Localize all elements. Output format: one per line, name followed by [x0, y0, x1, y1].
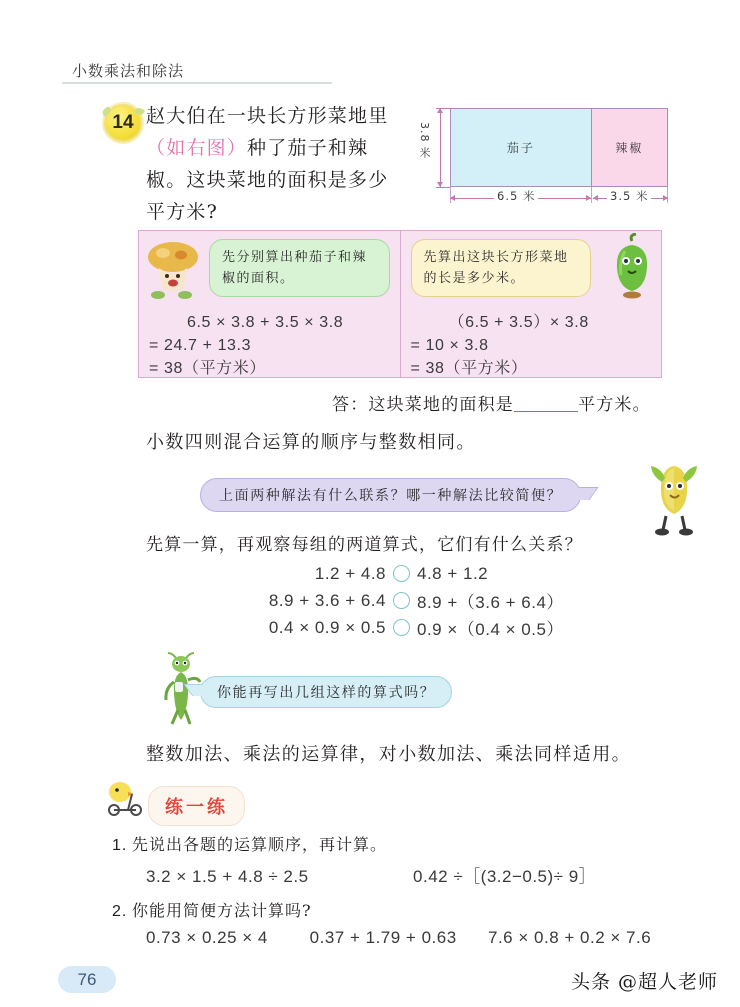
chick-on-scooter-icon: [104, 780, 150, 816]
method-left-hint-bubble: 先分别算出种茄子和辣椒的面积。: [209, 239, 390, 297]
calc-line: （6.5 + 3.5）× 3.8: [448, 314, 589, 331]
pepper-region: 辣椒: [592, 109, 667, 186]
exercise-1-prompt: [112, 832, 387, 855]
equation-row: [236, 560, 567, 587]
calc-line: = 10 × 3.8: [410, 337, 489, 354]
comparison-circle[interactable]: [393, 592, 410, 609]
calc-line: = 24.7 + 13.3: [149, 337, 252, 354]
equation-row: [236, 587, 567, 614]
width-extension-middle: [591, 187, 592, 203]
method-left-calculation: [149, 311, 390, 380]
exercise-2-body: 0.73 × 0.25 × 4 0.37 + 1.79 + 0.63 7.6 × 0.8 + 0.2 × 7.6: [146, 928, 652, 947]
equation-left: 1.2 + 4.8: [314, 563, 386, 583]
exercise-text: 先说出各题的运算顺序，再计算。: [132, 835, 388, 854]
equation-row: [236, 614, 567, 641]
answer-blank[interactable]: [514, 411, 578, 412]
method-right-calculation: [411, 311, 652, 380]
header-rule: [62, 82, 332, 84]
method-right: [400, 231, 662, 377]
watermark: 头条 @超人老师: [570, 971, 718, 993]
answer-prefix: 答：这块菜地的面积是: [332, 395, 514, 415]
grasshopper-question-bubble: 你能再写出几组这样的算式吗？: [200, 676, 452, 708]
green-pepper-character-icon: [605, 233, 659, 299]
method-right-hint-bubble: 先算出这块长方形菜地的长是多少米。: [411, 239, 592, 297]
practice-banner: 练一练: [148, 786, 245, 826]
comparison-circle[interactable]: [393, 619, 410, 636]
height-extension-bottom: [436, 187, 450, 188]
compare-prompt: 先算一算，再观察每组的两道算式，它们有什么关系？: [146, 535, 583, 555]
height-label: 3.8 米: [418, 122, 431, 159]
calc-line: = 38（平方米）: [410, 360, 528, 377]
equation-right: 4.8 + 1.2: [417, 563, 489, 583]
equation-left: 0.4 × 0.9 × 0.5: [268, 617, 386, 637]
height-extension-top: [436, 108, 450, 109]
page-number: 76: [58, 966, 116, 993]
exercise-2-prompt: [112, 898, 312, 921]
exercise-number: 1.: [112, 837, 128, 854]
problem-line-2: 种了茄子和辣椒。这: [146, 137, 369, 191]
exercise-text: 你能用简便方法计算吗?: [132, 901, 312, 920]
equation-right: 8.9 +（3.6 + 6.4）: [417, 593, 564, 612]
method-left: [139, 231, 400, 377]
comparison-circle[interactable]: [393, 565, 410, 582]
height-dimension-arrow: [440, 108, 441, 187]
running-head: 小数乘法和除法: [72, 62, 185, 80]
rule-statement-laws: 整数加法、乘法的运算律，对小数加法、乘法同样适用。: [146, 744, 631, 765]
exercise-1-body: 3.2 × 1.5 + 4.8 ÷ 2.5 0.42 ÷［(3.2−0.5)÷ 9］: [146, 867, 597, 886]
problem-line-3: 块菜地的面积是多少平方米?: [146, 169, 389, 223]
problem-figure-note: （如右图）: [146, 137, 248, 159]
width-left-label: 6.5 米: [494, 188, 538, 204]
width-right-label: 3.5 米: [607, 188, 651, 204]
garden-diagram: [418, 100, 688, 218]
garden-rectangle: [450, 108, 668, 187]
problem-statement: [146, 100, 408, 228]
compare-equation-list: [236, 560, 567, 641]
equation-right: 0.9 ×（0.4 × 0.5）: [417, 620, 564, 639]
calc-line: 6.5 × 3.8 + 3.5 × 3.8: [187, 314, 344, 331]
answer-suffix: 平方米。: [578, 395, 651, 415]
solution-methods-panel: [138, 230, 662, 378]
equation-left: 8.9 + 3.6 + 6.4: [268, 590, 386, 610]
answer-line: [332, 390, 651, 415]
problem-line-1: 赵大伯在一块长方形菜地里: [146, 105, 389, 127]
problem-number-badge: 14: [104, 104, 142, 142]
corn-character-icon: [648, 462, 700, 536]
mushroom-character-icon: [145, 235, 201, 301]
calc-line: = 38（平方米）: [149, 360, 266, 377]
rule-statement-order: 小数四则混合运算的顺序与整数相同。: [146, 432, 476, 453]
corn-question-bubble: 上面两种解法有什么联系？哪一种解法比较简便？: [200, 478, 581, 512]
eggplant-region: 茄子: [451, 109, 592, 186]
exercise-number: 2.: [112, 903, 128, 920]
